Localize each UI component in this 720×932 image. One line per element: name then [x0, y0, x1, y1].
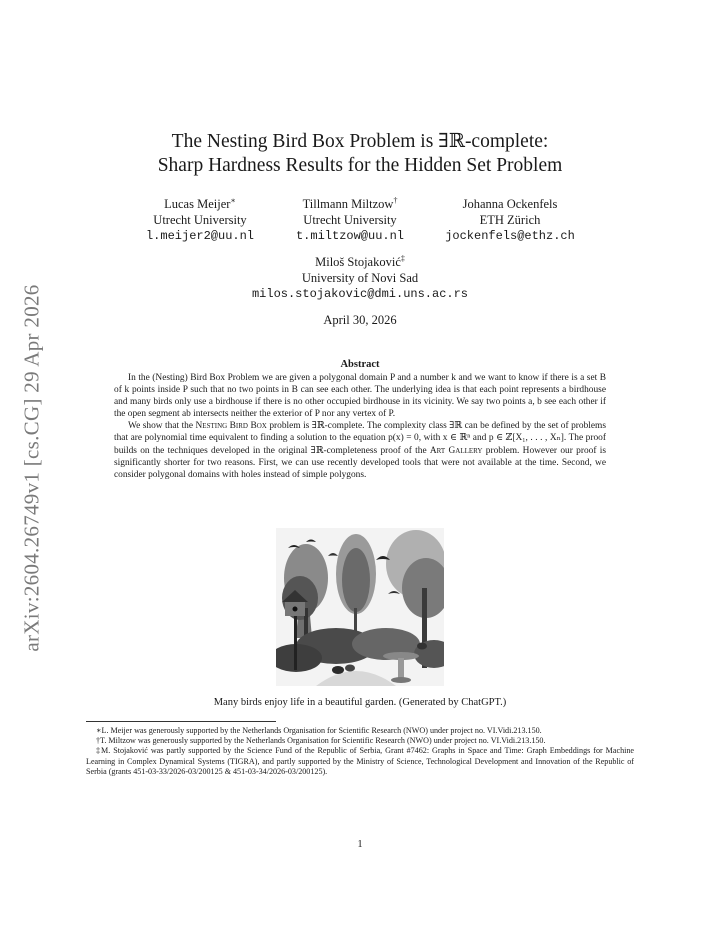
- paper-date: April 30, 2026: [323, 313, 397, 327]
- author-affiliation: Utrecht University: [153, 213, 247, 228]
- figure-caption: Many birds enjoy life in a beautiful garden. (Generated by ChatGPT.): [213, 697, 507, 708]
- abstract: [114, 372, 606, 481]
- title-line-1: The Nesting Bird Box Problem is ∃ℝ-complete:: [171, 131, 549, 152]
- arxiv-stamp: [14, 258, 50, 678]
- abstract-paragraph-2: We show that the Nesting Bird Box problem is ∃ℝ-complete. The complexity class ∃ℝ can be defined by the set of problems that are polynomial time equivalent to finding a solution to the equation p(x) = 0, with x ∈ ℝⁿ and p ∈ ℤ[X₁, . . . , Xₙ]. The proof builds on the techniques developed in the original ∃ℝ-completeness proof of the Art Gallery problem. However our proof is significantly shorter for two reasons. First, we can use recently developed tools that were not available at the time. Second, we consider polygonal domains with holes instead of simple polygons.: [114, 421, 606, 480]
- author-name: Miloš Stojaković‡: [315, 254, 405, 270]
- author-block: [285, 193, 415, 244]
- page-number: 1: [357, 839, 363, 850]
- title-line-2: Sharp Hardness Results for the Hidden Set Problem: [157, 155, 563, 176]
- author-affiliation: Utrecht University: [303, 213, 397, 228]
- footnote: ∗L. Meijer was generously supported by the Netherlands Organisation for Scientific Research (NWO) under project no. VI.Vidi.213.150.: [96, 726, 542, 735]
- author-email: l.meijer2@uu.nl: [145, 229, 255, 244]
- author-block: [140, 193, 260, 244]
- footnote: ‡M. Stojaković was partly supported by the Science Fund of the Republic of Serbia, Grant #7462: Graphs in Space and Time: Graph Embeddings for Machine Learning in Complex Dynamical Systems (TIGRA), and partly supported by the Ministry of Science, Technological Development and Innovation of the Republic of Serbia (grants 451-03-33/2026-03/200125 & 451-03-34/2026-03/200125).: [86, 746, 634, 776]
- author-name: Johanna Ockenfels: [462, 197, 558, 212]
- author-name: Lucas Meijer∗: [164, 196, 236, 212]
- abstract-paragraph-1: In the (Nesting) Bird Box Problem we are given a polygonal domain P and a number k and we want to know if there is a set B of k points inside P such that no two points in B can see each other. The underlying idea is that each point represents a birdhouse and many birds only use a birdhouse if there is no other occupied birdhouse in its vicinity. We say two points a, b see each other if the open segment ab intersects neither the exterior of P nor any vertex of P.: [114, 373, 606, 420]
- footnote: †T. Miltzow was generously supported by the Netherlands Organisation for Scientific Research (NWO) under project no. VI.Vidi.213.150.: [96, 736, 546, 746]
- author-block: [230, 251, 490, 302]
- garden-illustration: [276, 528, 444, 686]
- footnotes: [86, 726, 634, 777]
- author-email: jockenfels@ethz.ch: [445, 229, 575, 244]
- paper-title: [100, 130, 620, 178]
- author-affiliation: ETH Zürich: [479, 213, 541, 228]
- abstract-heading: Abstract: [340, 359, 380, 370]
- author-name: Tillmann Miltzow†: [302, 196, 398, 212]
- arxiv-stamp-text: arXiv:2604.26749v1 [cs.CG] 29 Apr 2026: [19, 284, 44, 652]
- footnote-rule: [86, 721, 276, 722]
- author-block: [435, 193, 585, 244]
- author-email: milos.stojakovic@dmi.uns.ac.rs: [251, 287, 469, 302]
- author-affiliation: University of Novi Sad: [301, 271, 419, 286]
- author-email: t.miltzow@uu.nl: [295, 229, 405, 244]
